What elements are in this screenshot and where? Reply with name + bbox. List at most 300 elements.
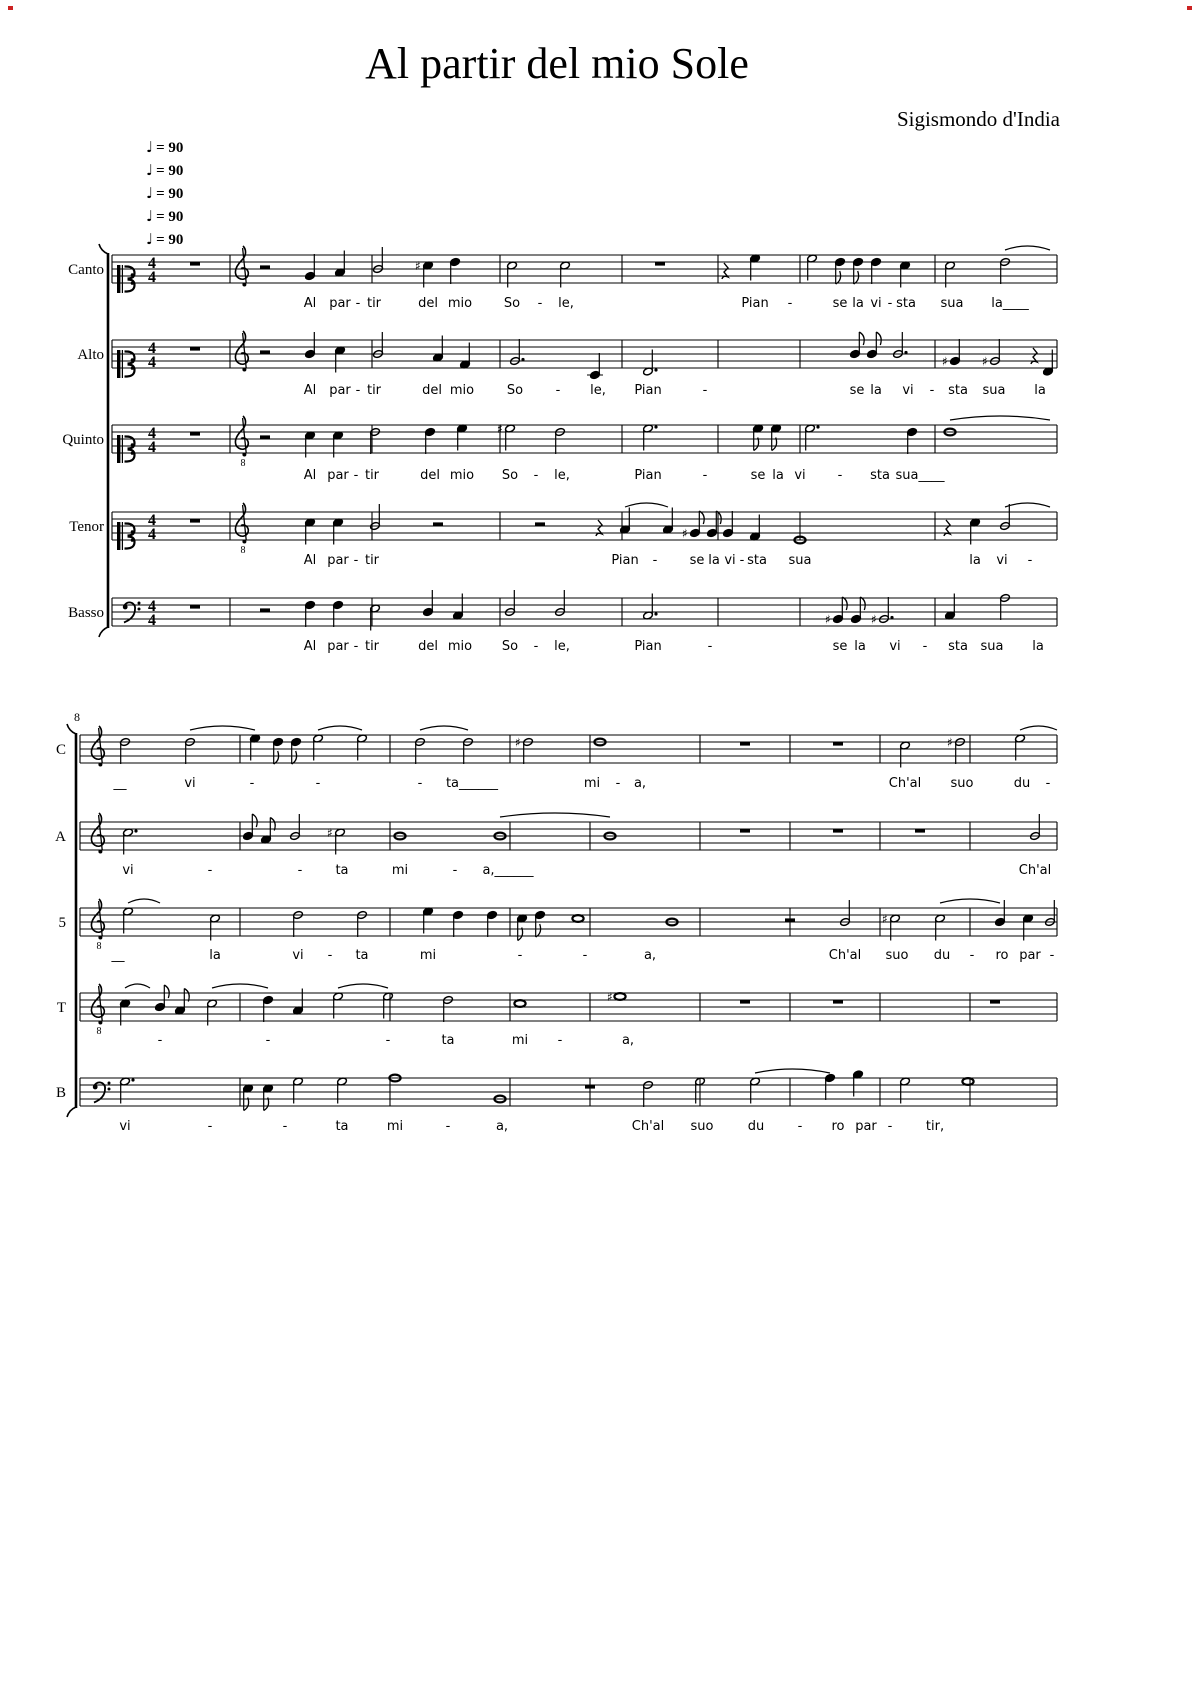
note xyxy=(305,601,316,627)
note xyxy=(947,736,965,765)
lyric-syllable: par xyxy=(329,296,351,311)
lyrics-line xyxy=(119,1119,944,1134)
slur xyxy=(128,899,160,903)
slur xyxy=(940,899,1000,903)
note xyxy=(514,1000,525,1007)
staff-label: 5 xyxy=(58,915,66,931)
sharp-icon: ♯ xyxy=(871,612,877,627)
lyric-syllable: Pian xyxy=(634,468,662,483)
lyric-syllable: Pian xyxy=(634,383,662,398)
note xyxy=(805,424,820,450)
note xyxy=(825,1074,836,1100)
lyric-syllable: - xyxy=(739,553,745,568)
treble8-clef-icon xyxy=(235,503,248,556)
rest xyxy=(833,1000,843,1004)
lyric-syllable: Ch'al xyxy=(828,948,862,963)
rest xyxy=(433,522,443,526)
note xyxy=(453,911,464,937)
rest xyxy=(833,742,843,746)
lyric-syllable: Pian xyxy=(634,639,662,654)
note xyxy=(370,604,381,630)
lyric-syllable: Ch'al xyxy=(888,776,922,791)
lyric-syllable: sua xyxy=(788,553,812,568)
slur xyxy=(950,416,1050,420)
note xyxy=(750,254,761,280)
lyric-syllable: la xyxy=(772,468,784,483)
quarter-note-icon: ♩ xyxy=(146,161,154,179)
note xyxy=(243,814,258,840)
note xyxy=(293,1077,304,1103)
staff-a xyxy=(55,813,1057,878)
lyric-syllable: la xyxy=(969,553,981,568)
note xyxy=(460,343,471,369)
rest xyxy=(190,605,200,609)
note xyxy=(1000,504,1011,530)
note xyxy=(945,594,956,620)
sharp-icon: ♯ xyxy=(942,354,948,369)
lyric-syllable: tir, xyxy=(925,1119,945,1134)
note xyxy=(643,424,658,450)
lyric-syllable: Pian xyxy=(611,553,639,568)
note xyxy=(293,911,304,937)
system xyxy=(62,244,1057,654)
lyric-syllable: vi xyxy=(794,468,806,483)
note xyxy=(120,1077,135,1103)
slur xyxy=(1005,246,1050,250)
note xyxy=(771,424,782,450)
lyric-syllable: a, xyxy=(643,948,657,963)
lyric-syllable: - xyxy=(652,553,658,568)
staff-label: T xyxy=(56,1000,66,1016)
tempo-value: = 90 xyxy=(156,163,184,179)
rest xyxy=(190,432,200,436)
lyric-syllable: - xyxy=(355,296,361,311)
note xyxy=(463,738,474,764)
lyric-syllable: So xyxy=(501,639,519,654)
staff-c xyxy=(56,726,1057,791)
note xyxy=(305,518,316,544)
lyric-syllable: So xyxy=(501,468,519,483)
time-signature-bottom: 4 xyxy=(148,269,156,286)
time-signature-top: 4 xyxy=(148,340,156,357)
note xyxy=(305,332,316,358)
treble8-clef-icon xyxy=(235,416,248,469)
lyrics-line xyxy=(158,1033,634,1048)
slur xyxy=(500,813,610,817)
lyric-syllable: par xyxy=(855,1119,877,1134)
note xyxy=(370,428,381,454)
lyric-syllable: vi xyxy=(122,863,134,878)
note xyxy=(261,818,276,844)
time-signature-bottom: 4 xyxy=(148,354,156,371)
note xyxy=(515,736,533,765)
lyric-syllable: del xyxy=(418,639,438,654)
lyric-syllable: par xyxy=(327,553,349,568)
lyric-syllable: sua xyxy=(940,296,964,311)
note xyxy=(155,985,170,1011)
lyric-syllable: a, xyxy=(495,1119,509,1134)
lyric-syllable: sta xyxy=(870,468,890,483)
note xyxy=(357,911,368,937)
note xyxy=(900,261,911,287)
note xyxy=(370,504,381,530)
lyric-syllable: la xyxy=(1034,383,1046,398)
time-signature-top: 4 xyxy=(148,598,156,615)
lyric-syllable: vi xyxy=(184,776,196,791)
lyric-syllable: - xyxy=(837,468,843,483)
lyric-syllable: Al xyxy=(303,553,317,568)
note xyxy=(643,350,658,376)
note xyxy=(907,428,918,454)
staff-label: B xyxy=(55,1085,66,1101)
note xyxy=(893,332,908,358)
lyric-syllable: - xyxy=(615,776,621,791)
lyric-syllable: - xyxy=(887,296,893,311)
note xyxy=(643,1081,654,1107)
lyric-syllable: la xyxy=(852,296,864,311)
lyric-syllable: la xyxy=(209,948,221,963)
lyrics-line xyxy=(111,948,1055,963)
bracket-hook xyxy=(67,724,76,1117)
time-signature-top: 4 xyxy=(148,255,156,272)
staff-label: Tenor xyxy=(69,519,104,535)
treble-clef-icon xyxy=(235,331,248,372)
time-signature-bottom: 4 xyxy=(148,526,156,543)
lyric-syllable: la xyxy=(708,553,720,568)
slur xyxy=(625,503,668,507)
lyric-syllable: tir xyxy=(364,468,380,483)
note xyxy=(207,999,218,1025)
note xyxy=(373,247,384,273)
lyric-syllable: tir xyxy=(366,383,382,398)
lyric-syllable: Ch'al xyxy=(631,1119,665,1134)
staff-q5 xyxy=(59,899,1058,963)
staff-t xyxy=(57,984,1057,1048)
lyric-syllable: - xyxy=(157,1033,163,1048)
tempo-value: = 90 xyxy=(156,140,184,156)
lyric-syllable: sua____ xyxy=(895,468,945,483)
note xyxy=(123,907,134,933)
note xyxy=(607,990,626,1004)
sharp-icon: ♯ xyxy=(982,354,988,369)
lyric-syllable: ta xyxy=(335,863,349,878)
staff-label: C xyxy=(55,742,66,758)
lyric-syllable: a, xyxy=(633,776,647,791)
lyric-syllable: - xyxy=(353,468,359,483)
lyric-syllable: So xyxy=(506,383,524,398)
lyric-syllable: __ xyxy=(111,948,125,963)
treble-clef-icon xyxy=(91,813,104,854)
lyric-syllable: - xyxy=(797,1119,803,1134)
note xyxy=(945,261,956,287)
lyric-syllable: mio xyxy=(449,383,475,398)
slur xyxy=(190,726,255,730)
staff-label: Quinto xyxy=(62,432,104,448)
lyric-syllable: par xyxy=(327,639,349,654)
slur xyxy=(212,984,268,988)
note xyxy=(453,594,464,620)
lyric-syllable: se xyxy=(832,296,848,311)
quarter-note-icon: ♩ xyxy=(146,207,154,225)
note xyxy=(263,996,274,1022)
rest xyxy=(833,829,843,833)
lyric-syllable: - xyxy=(533,639,539,654)
note xyxy=(707,511,722,537)
staff-label: Basso xyxy=(68,605,104,621)
note xyxy=(555,428,566,454)
sharp-icon: ♯ xyxy=(327,826,333,840)
lyric-syllable: vi xyxy=(119,1119,131,1134)
treble-clef-icon xyxy=(235,246,248,287)
staff-label: Alto xyxy=(77,347,104,363)
rest xyxy=(990,1000,1000,1004)
note xyxy=(423,907,434,933)
lyric-syllable: Ch'al xyxy=(1018,863,1052,878)
time-signature-bottom: 4 xyxy=(148,439,156,456)
lyric-syllable: sta xyxy=(948,383,968,398)
rest xyxy=(260,435,270,439)
lyric-syllable: Al xyxy=(303,639,317,654)
composer-name: Sigismondo d'India xyxy=(896,107,1060,131)
tempo-value: = 90 xyxy=(156,209,184,225)
lyric-syllable: ta xyxy=(441,1033,455,1048)
lyric-syllable: - xyxy=(969,948,975,963)
lyrics-line xyxy=(304,468,945,483)
lyrics-line xyxy=(304,296,1030,311)
lyric-syllable: tir xyxy=(366,296,382,311)
lyric-syllable: mi xyxy=(419,948,437,963)
rest xyxy=(655,262,665,266)
note xyxy=(1000,594,1011,620)
note xyxy=(120,999,131,1025)
lyric-syllable: del xyxy=(418,296,438,311)
lyric-syllable: mi xyxy=(391,863,409,878)
lyric-syllable: - xyxy=(707,639,713,654)
octave-8-label: 8 xyxy=(240,545,246,556)
note xyxy=(273,738,284,764)
note xyxy=(835,258,846,284)
note xyxy=(333,431,344,457)
note xyxy=(305,431,316,457)
page-title: Al partir del mio Sole xyxy=(365,39,749,88)
note xyxy=(1000,258,1011,284)
lyric-syllable: la xyxy=(870,383,882,398)
rest xyxy=(740,829,750,833)
lyric-syllable: le, xyxy=(590,383,606,398)
lyric-syllable: a, xyxy=(621,1033,635,1048)
lyric-syllable: - xyxy=(537,296,543,311)
note xyxy=(383,992,394,1018)
lyric-syllable: - xyxy=(282,1119,288,1134)
lyric-syllable: del xyxy=(420,468,440,483)
lyric-syllable: la____ xyxy=(991,296,1029,311)
lyric-syllable: So xyxy=(503,296,521,311)
lyric-syllable: la xyxy=(854,639,866,654)
lyric-syllable: - xyxy=(249,776,255,791)
lyric-syllable: sua xyxy=(980,639,1004,654)
note xyxy=(750,515,761,541)
lyric-syllable: le, xyxy=(554,468,570,483)
staff-basso xyxy=(68,590,1057,654)
rest xyxy=(915,829,925,833)
lyric-syllable: vi xyxy=(724,553,736,568)
lyric-syllable: - xyxy=(582,948,588,963)
lyric-syllable: ro xyxy=(995,948,1009,963)
lyric-syllable: vi xyxy=(889,639,901,654)
note xyxy=(970,518,981,544)
lyric-syllable: le, xyxy=(558,296,574,311)
treble-clef-icon xyxy=(91,726,104,767)
lyric-syllable: sua xyxy=(982,383,1006,398)
lyric-syllable: - xyxy=(353,639,359,654)
time-signature-bottom: 4 xyxy=(148,612,156,629)
lyric-syllable: - xyxy=(297,863,303,878)
note xyxy=(250,734,261,760)
time-signature-top: 4 xyxy=(148,512,156,529)
note xyxy=(1030,814,1041,840)
note xyxy=(507,261,518,287)
staff-canto xyxy=(68,246,1057,311)
note xyxy=(210,914,221,940)
note xyxy=(620,508,631,534)
lyric-syllable: sta xyxy=(896,296,916,311)
staff-label: A xyxy=(55,829,66,845)
lyric-syllable: ta xyxy=(355,948,369,963)
lyric-syllable: mio xyxy=(447,296,473,311)
rest xyxy=(260,608,270,612)
lyric-syllable: - xyxy=(887,1119,893,1134)
lyric-syllable: vi xyxy=(870,296,882,311)
note xyxy=(962,1078,973,1085)
lyric-syllable: - xyxy=(1049,948,1055,963)
note xyxy=(505,590,516,616)
lyrics-line xyxy=(113,776,1051,791)
rest xyxy=(722,263,728,279)
lyric-syllable: tir xyxy=(364,553,380,568)
sharp-icon: ♯ xyxy=(882,912,888,926)
note xyxy=(840,900,851,926)
rest xyxy=(190,519,200,523)
lyrics-line xyxy=(122,863,1051,878)
note xyxy=(750,1077,761,1103)
note xyxy=(291,738,302,764)
rest xyxy=(740,742,750,746)
treble8-clef-icon xyxy=(91,899,104,952)
staff-quinto xyxy=(62,416,1057,483)
rest xyxy=(190,262,200,266)
lyric-syllable: - xyxy=(385,1033,391,1048)
note xyxy=(587,353,603,379)
lyric-syllable: suo xyxy=(950,776,974,791)
lyric-syllable: ro xyxy=(831,1119,845,1134)
note xyxy=(443,996,454,1022)
rest xyxy=(785,918,795,922)
lyric-syllable: - xyxy=(207,863,213,878)
note xyxy=(263,1084,274,1110)
lyric-syllable: se xyxy=(689,553,705,568)
sharp-icon: ♯ xyxy=(515,735,521,750)
quarter-note-icon: ♩ xyxy=(146,184,154,202)
note xyxy=(560,261,571,287)
note xyxy=(1043,350,1054,376)
lyric-syllable: ta xyxy=(335,1119,349,1134)
lyric-syllable: suo xyxy=(885,948,909,963)
note xyxy=(487,911,498,937)
note xyxy=(643,594,658,620)
tempo-value: = 90 xyxy=(156,186,184,202)
lyric-syllable: par xyxy=(327,468,349,483)
slur xyxy=(420,726,468,730)
lyric-syllable: sta xyxy=(948,639,968,654)
note xyxy=(853,1070,864,1096)
lyric-syllable: - xyxy=(1045,776,1051,791)
lyric-syllable: vi xyxy=(902,383,914,398)
note xyxy=(305,254,316,280)
note xyxy=(572,915,583,922)
note xyxy=(723,511,734,537)
slur xyxy=(755,1069,830,1073)
rest xyxy=(260,265,270,269)
lyric-syllable: mio xyxy=(447,639,473,654)
sharp-icon: ♯ xyxy=(682,526,688,541)
quarter-note-icon: ♩ xyxy=(146,138,154,156)
rest xyxy=(535,522,545,526)
lyric-syllable: - xyxy=(355,383,361,398)
lyric-syllable: par xyxy=(1019,948,1041,963)
slur xyxy=(318,726,362,730)
note xyxy=(337,1077,348,1103)
note xyxy=(853,258,864,284)
note xyxy=(333,992,344,1018)
lyric-syllable: - xyxy=(787,296,793,311)
lyric-syllable: le, xyxy=(554,639,570,654)
lyric-syllable: suo xyxy=(690,1119,714,1134)
rest xyxy=(260,350,270,354)
note xyxy=(290,814,301,840)
staff-label: Canto xyxy=(68,262,104,278)
lyric-syllable: a,______ xyxy=(482,863,534,878)
lyric-syllable: Pian xyxy=(741,296,769,311)
lyric-syllable: du xyxy=(933,948,951,963)
rest xyxy=(740,1000,750,1004)
lyric-syllable: Al xyxy=(303,296,317,311)
note xyxy=(510,339,525,365)
note xyxy=(807,254,818,280)
note xyxy=(663,508,674,534)
note xyxy=(535,911,546,937)
note xyxy=(555,590,566,616)
note xyxy=(357,734,368,760)
lyric-syllable: - xyxy=(517,948,523,963)
lyric-syllable: se xyxy=(832,639,848,654)
note xyxy=(123,828,138,854)
lyric-syllable: - xyxy=(557,1033,563,1048)
note xyxy=(457,424,468,450)
note xyxy=(1015,734,1026,760)
note xyxy=(1045,900,1056,926)
lyric-syllable: - xyxy=(315,776,321,791)
note xyxy=(175,989,190,1015)
note xyxy=(867,332,882,358)
rest xyxy=(1031,348,1037,364)
lyric-syllable: - xyxy=(929,383,935,398)
lyric-syllable: mi xyxy=(386,1119,404,1134)
note xyxy=(995,900,1006,926)
lyric-syllable: - xyxy=(555,383,561,398)
lyric-syllable: - xyxy=(452,863,458,878)
rest xyxy=(190,347,200,351)
sharp-icon: ♯ xyxy=(497,422,503,436)
